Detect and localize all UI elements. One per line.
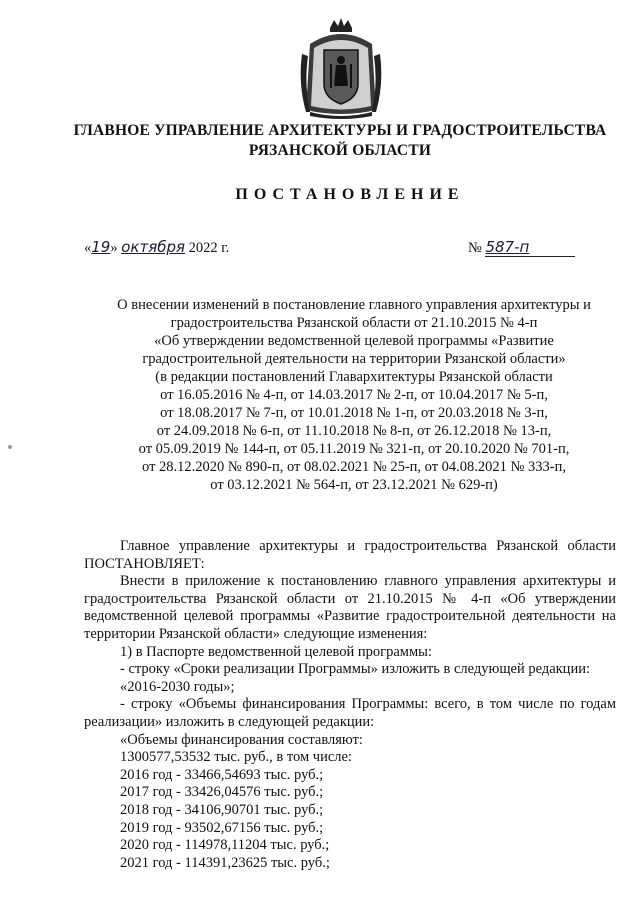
funding-year-line: 2019 год - 93502,67156 тыс. руб.;	[120, 819, 324, 836]
title-line: градостроительной деятельности на территории Рязанской области»	[142, 351, 566, 367]
title-line: от 03.12.2021 № 564-п, от 23.12.2021 № 629-п)	[210, 477, 498, 493]
scan-artifact-dot	[8, 445, 12, 449]
document-title	[70, 296, 638, 494]
funding-year-line: 2020 год - 114978,11204 тыс. руб.;	[120, 837, 330, 854]
body-paragraph: 1300577,53532 тыс. руб., в том числе:	[120, 749, 352, 766]
body-paragraph: 1) в Паспорте ведомственной целевой программы:	[120, 643, 432, 660]
body-paragraph: «2016-2030 годы»;	[120, 678, 235, 695]
title-line: от 16.05.2016 № 4-п, от 14.03.2017 № 2-п, от 10.04.2017 № 5-п,	[160, 387, 548, 403]
document-type-heading: ПОСТАНОВЛЕНИЕ	[235, 186, 465, 203]
body-paragraph: - строку «Объемы финансирования Программы: всего, в том числе по годам реализации» изложить в следующей редакции:	[84, 696, 616, 730]
body-paragraph: - строку «Сроки реализации Программы» изложить в следующей редакции:	[120, 661, 590, 678]
date-open-quote: «	[84, 240, 92, 256]
title-line: от 24.09.2018 № 6-п, от 11.10.2018 № 8-п, от 26.12.2018 № 13-п,	[156, 423, 552, 439]
funding-year-line: 2021 год - 114391,23625 тыс. руб.;	[120, 854, 330, 871]
title-line: О внесении изменений в постановление главного управления архитектуры и	[117, 297, 591, 313]
date-year: 2022 г.	[188, 240, 230, 256]
number-sign: №	[468, 240, 482, 256]
date-day: 19	[91, 238, 111, 256]
title-line: «Об утверждении ведомственной целевой программы «Развитие	[154, 333, 554, 349]
coat-of-arms-emblem	[296, 14, 386, 122]
title-line: от 18.08.2017 № 7-п, от 10.01.2018 № 1-п, от 20.03.2018 № 3-п,	[160, 405, 548, 421]
body-paragraph: Внести в приложение к постановлению главного управления архитектуры и градостроительства Рязанской области от 21.10.2015 № 4-п «Об утверждении ведомственной целевой программы «Развитие градостроительной деятельности на территории Рязанской области» следующие изменения:	[84, 573, 616, 642]
organization-name-line-2: РЯЗАНСКОЙ ОБЛАСТИ	[248, 142, 432, 159]
title-line: от 28.12.2020 № 890-п, от 08.02.2021 № 25-п, от 04.08.2021 № 333-п,	[142, 459, 566, 475]
funding-year-line: 2018 год - 34106,90701 тыс. руб.;	[120, 801, 324, 818]
body-paragraph: «Объемы финансирования составляют:	[120, 731, 363, 748]
funding-year-line: 2016 год - 33466,54693 тыс. руб.;	[120, 766, 324, 783]
date-close-quote: »	[110, 240, 118, 256]
document-number	[468, 238, 575, 257]
document-date	[84, 238, 229, 257]
document-body	[84, 538, 616, 872]
date-month: октября	[121, 238, 186, 256]
title-line: от 05.09.2019 № 144-п, от 05.11.2019 № 321-п, от 20.10.2020 № 701-п,	[138, 441, 570, 457]
number-value: 587-п	[485, 238, 575, 257]
organization-name-line-1: ГЛАВНОЕ УПРАВЛЕНИЕ АРХИТЕКТУРЫ И ГРАДОСТРОИТЕЛЬСТВА	[73, 122, 607, 139]
funding-year-line: 2017 год - 33426,04576 тыс. руб.;	[120, 784, 324, 801]
body-paragraph: Главное управление архитектуры и градостроительства Рязанской области ПОСТАНОВЛЯЕТ:	[84, 538, 616, 572]
title-line: (в редакции постановлений Главархитектуры Рязанской области	[155, 369, 553, 385]
title-line: градостроительства Рязанской области от 21.10.2015 № 4-п	[170, 315, 538, 331]
